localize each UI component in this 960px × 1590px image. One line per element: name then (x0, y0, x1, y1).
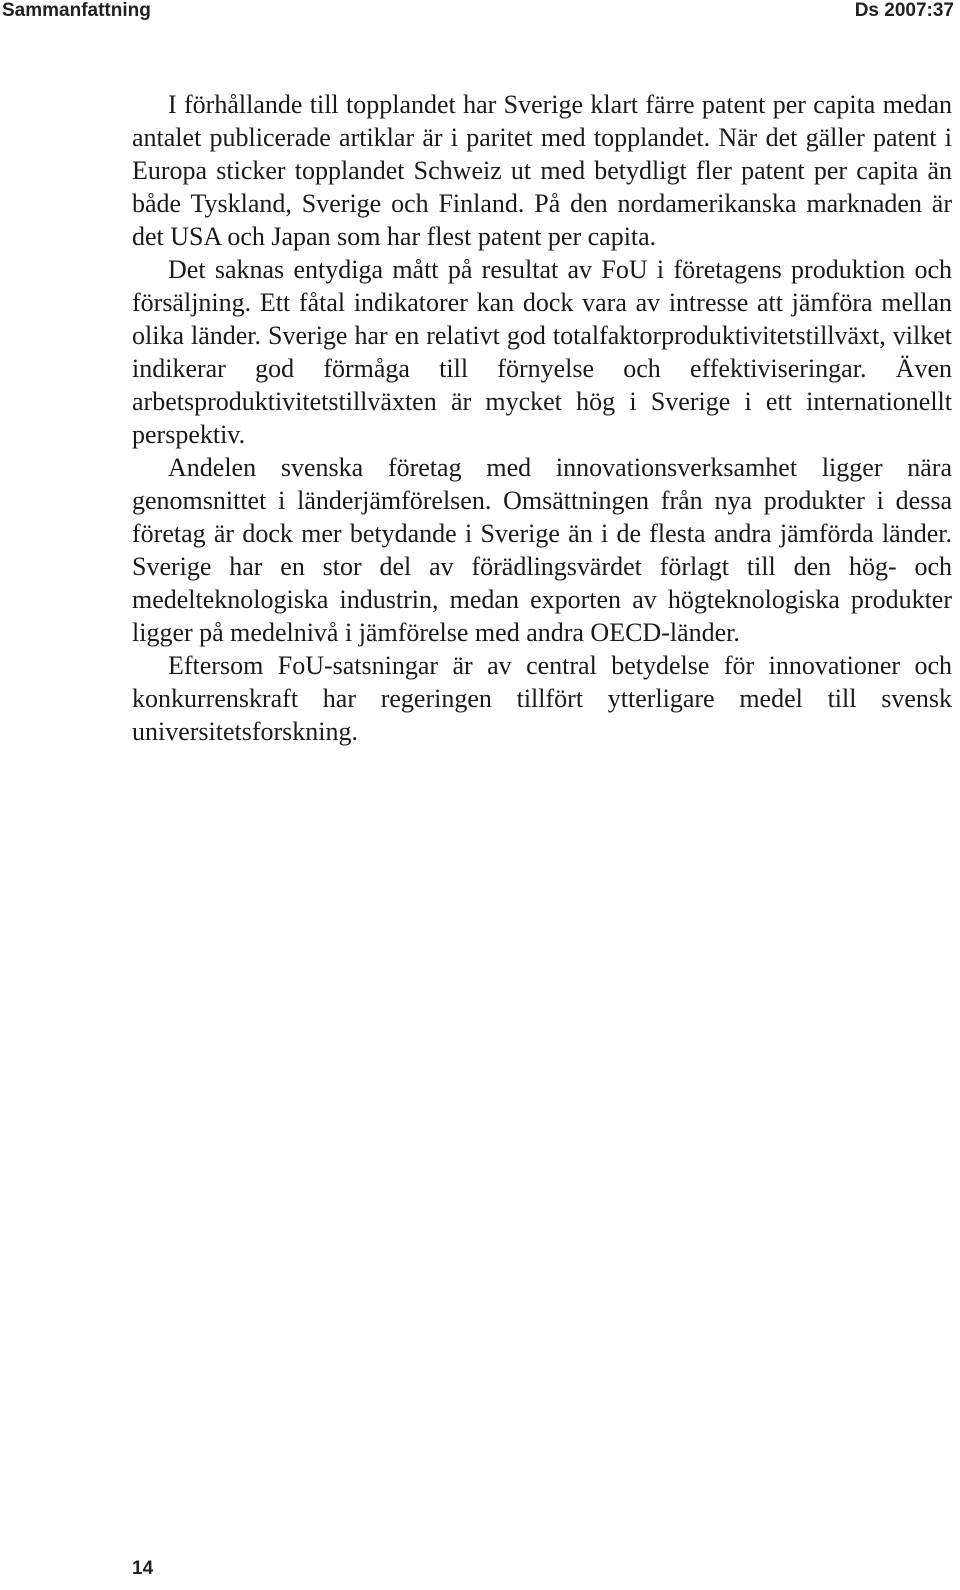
running-header (0, 0, 960, 26)
body-text (132, 88, 952, 748)
document-id: Ds 2007:37 (854, 0, 954, 21)
paragraph-innovation: Andelen svenska företag med innovationsverksamhet ligger nära genomsnittet i länderjämförelsen. Omsättningen från nya produkter i dessa företag är dock mer betydande i Sverige än i de flesta andra jämförda länder. Sverige har en stor del av förädlingsvärdet förlagt till den hög- och medelteknologiska industrin, medan exporten av högteknologiska produkter ligger på medelnivå i jämförelse med andra OECD-länder. (132, 453, 952, 647)
section-label: Sammanfattning (2, 0, 151, 21)
paragraph-productivity: Det saknas entydiga mått på resultat av FoU i företagens produktion och försäljning. Ett fåtal indikatorer kan dock vara av intresse att jämföra mellan olika länder. Sverige har en relativt god totalfaktorproduktivitetstillväxt, vilket indikerar god förmåga till förnyelse och effektiviseringar. Även arbetsproduktivitetstillväxten är mycket hög i Sverige i ett internationellt perspektiv. (132, 255, 952, 449)
paragraph-research-funding: Eftersom FoU-satsningar är av central betydelse för innovationer och konkurrenskraft har regeringen tillfört ytterligare medel till svensk universitetsforskning. (132, 651, 952, 746)
page-number: 14 (132, 1558, 154, 1579)
paragraph-patents: I förhållande till topplandet har Sverige klart färre patent per capita medan antalet publicerade artiklar är i paritet med topplandet. När det gäller patent i Europa sticker topplandet Schweiz ut med betydligt fler patent per capita än både Tyskland, Sverige och Finland. På den nordamerikanska marknaden är det USA och Japan som har flest patent per capita. (132, 90, 952, 251)
